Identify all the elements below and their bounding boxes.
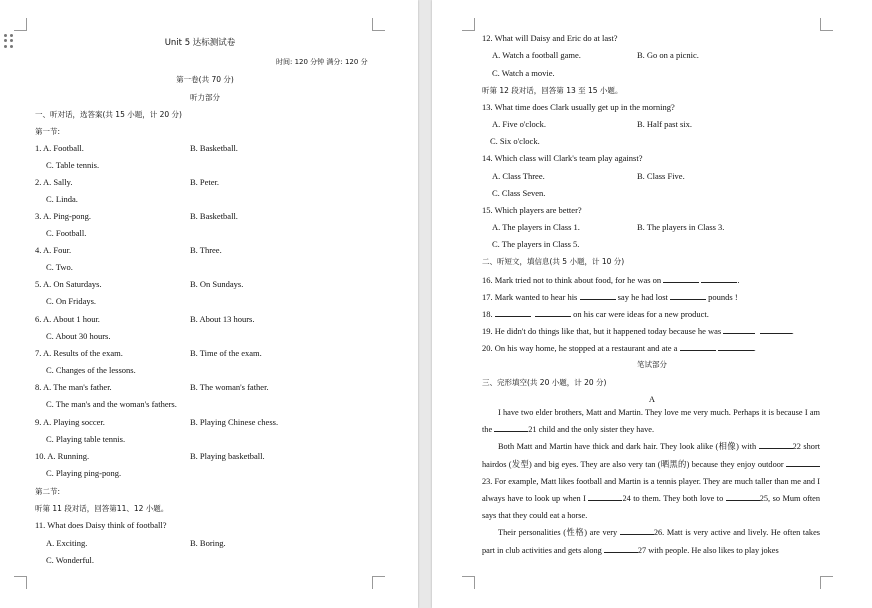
section-heading-listening: 听力部分 bbox=[190, 93, 220, 102]
subsection-title: 第二节: bbox=[35, 487, 61, 496]
question-4-option-b: B. Three. bbox=[190, 245, 222, 255]
cloze-passage bbox=[482, 404, 820, 559]
answer-blank[interactable] bbox=[718, 342, 754, 351]
question-17-middle: say he had lost bbox=[617, 292, 668, 302]
question-2-option-b: B. Peter. bbox=[190, 177, 220, 187]
question-3-option-c: C. Football. bbox=[46, 228, 87, 238]
passage-text: 21 child and the only sister they have. bbox=[528, 425, 655, 435]
passage-text: 23. For example, Matt likes football and Martin is a tennis player. They are much taller than me and I always have to look up when I bbox=[482, 476, 820, 504]
question-20-suffix: . bbox=[753, 343, 756, 353]
document-page-right bbox=[432, 0, 872, 608]
question-14-text: 14. Which class will Clark's team play against? bbox=[482, 153, 643, 163]
passage-text: 22 short hairdos (发型) and big eyes. They are also very tan (晒黑的) because they enjoy outdoor bbox=[482, 442, 821, 469]
question-16-text bbox=[482, 274, 739, 286]
question-7-option-a: 7. A. Results of the exam. bbox=[35, 348, 123, 358]
question-19-text bbox=[482, 325, 794, 337]
question-8-option-c: C. The man's and the woman's fathers. bbox=[46, 399, 177, 409]
question-12-text: 12. What will Daisy and Eric do at last? bbox=[482, 33, 618, 43]
question-18-prefix: 18. bbox=[482, 309, 493, 319]
passage-text: 27 with people. He also likes to play jokes bbox=[637, 545, 779, 555]
margin-corner-mark bbox=[462, 18, 475, 31]
question-10-option-c: C. Playing ping-pong. bbox=[46, 468, 122, 478]
question-3-option-a: 3. A. Ping-pong. bbox=[35, 211, 91, 221]
answer-blank[interactable] bbox=[786, 458, 820, 467]
question-17-suffix: pounds ! bbox=[708, 292, 738, 302]
passage-label: A bbox=[648, 394, 656, 404]
question-9-option-a: 9. A. Playing soccer. bbox=[35, 417, 105, 427]
margin-corner-mark bbox=[14, 18, 27, 31]
section-title: 二、听短文，填信息(共 5 小题，计 10 分) bbox=[482, 257, 625, 266]
question-12-option-c: C. Watch a movie. bbox=[492, 68, 555, 78]
section-title: 三、完形填空(共 20 小题，计 20 分) bbox=[482, 378, 607, 387]
answer-blank[interactable] bbox=[760, 325, 792, 334]
passage-text: 24 to them. They both love to bbox=[622, 494, 724, 504]
instruction-text: 听第 12 段对话，回答第 13 至 15 小题。 bbox=[482, 86, 623, 95]
question-7-option-b: B. Time of the exam. bbox=[190, 348, 262, 358]
passage-paragraph bbox=[482, 404, 820, 438]
question-1-option-c: C. Table tennis. bbox=[46, 160, 100, 170]
margin-corner-mark bbox=[372, 18, 385, 31]
question-16-prefix: 16. Mark tried not to think about food, for he was on bbox=[482, 275, 662, 285]
question-15-option-c: C. The players in Class 5. bbox=[492, 239, 580, 249]
passage-text: 25, so Mum often says that they could eat a horse. bbox=[482, 494, 821, 521]
answer-blank[interactable] bbox=[701, 274, 740, 285]
question-11-option-a: A. Exciting. bbox=[46, 538, 88, 548]
answer-blank[interactable] bbox=[495, 308, 531, 317]
question-18-text bbox=[482, 308, 709, 320]
section-title: 一、听对话，选答案(共 15 小题，计 20 分) bbox=[35, 110, 182, 119]
subsection-title: 第一节: bbox=[35, 127, 61, 136]
margin-corner-mark bbox=[14, 576, 27, 589]
answer-blank[interactable] bbox=[494, 423, 528, 432]
answer-blank[interactable] bbox=[726, 492, 760, 501]
question-8-option-a: 8. A. The man's father. bbox=[35, 382, 112, 392]
question-6-option-c: C. About 30 hours. bbox=[46, 331, 111, 341]
question-13-option-c: C. Six o'clock. bbox=[490, 136, 540, 146]
question-5-option-b: B. On Sundays. bbox=[190, 279, 244, 289]
question-11-text: 11. What does Daisy think of football? bbox=[35, 520, 167, 530]
question-11-option-b: B. Boring. bbox=[190, 538, 226, 548]
question-6-option-a: 6. A. About 1 hour. bbox=[35, 314, 100, 324]
answer-blank[interactable] bbox=[663, 274, 699, 283]
question-20-text bbox=[482, 342, 756, 354]
passage-text: Their personalities (性格) are very bbox=[498, 528, 618, 538]
question-6-option-b: B. About 13 hours. bbox=[190, 314, 255, 324]
question-9-option-b: B. Playing Chinese chess. bbox=[190, 417, 279, 427]
question-14-option-a: A. Class Three. bbox=[492, 171, 545, 181]
question-15-text: 15. Which players are better? bbox=[482, 205, 582, 215]
question-16-suffix: . bbox=[737, 275, 740, 285]
document-title: Unit 5 达标测试卷 bbox=[164, 38, 236, 48]
question-1-option-a: 1. A. Football. bbox=[35, 143, 84, 153]
question-1-option-b: B. Basketball. bbox=[190, 143, 238, 153]
section-heading-writing: 笔试部分 bbox=[637, 360, 667, 369]
answer-blank[interactable] bbox=[759, 440, 793, 449]
passage-text: 26. Matt is very active and lively. He often takes part in club activities and gets along bbox=[482, 528, 820, 555]
question-17-prefix: 17. Mark wanted to hear his bbox=[482, 292, 578, 302]
question-11-option-c: C. Wonderful. bbox=[46, 555, 95, 565]
answer-blank[interactable] bbox=[535, 308, 571, 317]
question-10-option-b: B. Playing basketball. bbox=[190, 451, 265, 461]
question-8-option-b: B. The woman's father. bbox=[190, 382, 269, 392]
question-19-suffix: . bbox=[791, 326, 794, 336]
document-page-left bbox=[0, 0, 418, 608]
question-17-text bbox=[482, 291, 738, 303]
question-7-option-c: C. Changes of the lessons. bbox=[46, 365, 136, 375]
drag-handle-icon[interactable] bbox=[4, 34, 14, 48]
question-12-option-a: A. Watch a football game. bbox=[492, 50, 581, 60]
question-15-option-b: B. The players in Class 3. bbox=[637, 222, 725, 232]
question-14-option-c: C. Class Seven. bbox=[492, 188, 546, 198]
answer-blank[interactable] bbox=[620, 526, 654, 535]
question-5-option-c: C. On Fridays. bbox=[46, 296, 97, 306]
passage-paragraph bbox=[482, 438, 820, 524]
passage-text: Both Matt and Martin have thick and dark hair. They look alike (相像) with bbox=[498, 442, 757, 452]
question-19-prefix: 19. He didn't do things like that, but it happened today because he was bbox=[482, 326, 722, 336]
answer-blank[interactable] bbox=[588, 492, 622, 501]
question-13-text: 13. What time does Clark usually get up in the morning? bbox=[482, 102, 675, 112]
question-2-option-a: 2. A. Sally. bbox=[35, 177, 73, 187]
question-20-prefix: 20. On his way home, he stopped at a restaurant and ate a bbox=[482, 343, 678, 353]
passage-text: I have two elder brothers, Matt and Martin. They love me very much. Perhaps it is because I am the bbox=[482, 408, 820, 435]
question-3-option-b: B. Basketball. bbox=[190, 211, 238, 221]
question-2-option-c: C. Linda. bbox=[46, 194, 78, 204]
margin-corner-mark bbox=[820, 18, 833, 31]
time-info: 时间: 120 分钟 满分: 120 分 bbox=[276, 58, 368, 66]
instruction-text: 听第 11 段对话，回答第11、12 小题。 bbox=[35, 504, 169, 513]
question-9-option-c: C. Playing table tennis. bbox=[46, 434, 126, 444]
question-4-option-c: C. Two. bbox=[46, 262, 73, 272]
question-14-option-b: B. Class Five. bbox=[637, 171, 685, 181]
answer-blank[interactable] bbox=[604, 544, 638, 553]
question-10-option-a: 10. A. Running. bbox=[35, 451, 90, 461]
answer-blank[interactable] bbox=[670, 291, 706, 300]
answer-blank[interactable] bbox=[723, 325, 755, 334]
question-12-option-b: B. Go on a picnic. bbox=[637, 50, 699, 60]
answer-blank[interactable] bbox=[680, 342, 716, 351]
question-5-option-a: 5. A. On Saturdays. bbox=[35, 279, 102, 289]
margin-corner-mark bbox=[820, 576, 833, 589]
margin-corner-mark bbox=[372, 576, 385, 589]
question-18-suffix: on his car were ideas for a new product. bbox=[573, 309, 709, 319]
question-13-option-a: A. Five o'clock. bbox=[492, 119, 546, 129]
margin-corner-mark bbox=[462, 576, 475, 589]
answer-blank[interactable] bbox=[580, 291, 616, 300]
question-15-option-a: A. The players in Class 1. bbox=[492, 222, 580, 232]
part-heading: 第一卷(共 70 分) bbox=[176, 75, 234, 84]
question-13-option-b: B. Half past six. bbox=[637, 119, 693, 129]
passage-paragraph bbox=[482, 524, 820, 558]
question-4-option-a: 4. A. Four. bbox=[35, 245, 72, 255]
